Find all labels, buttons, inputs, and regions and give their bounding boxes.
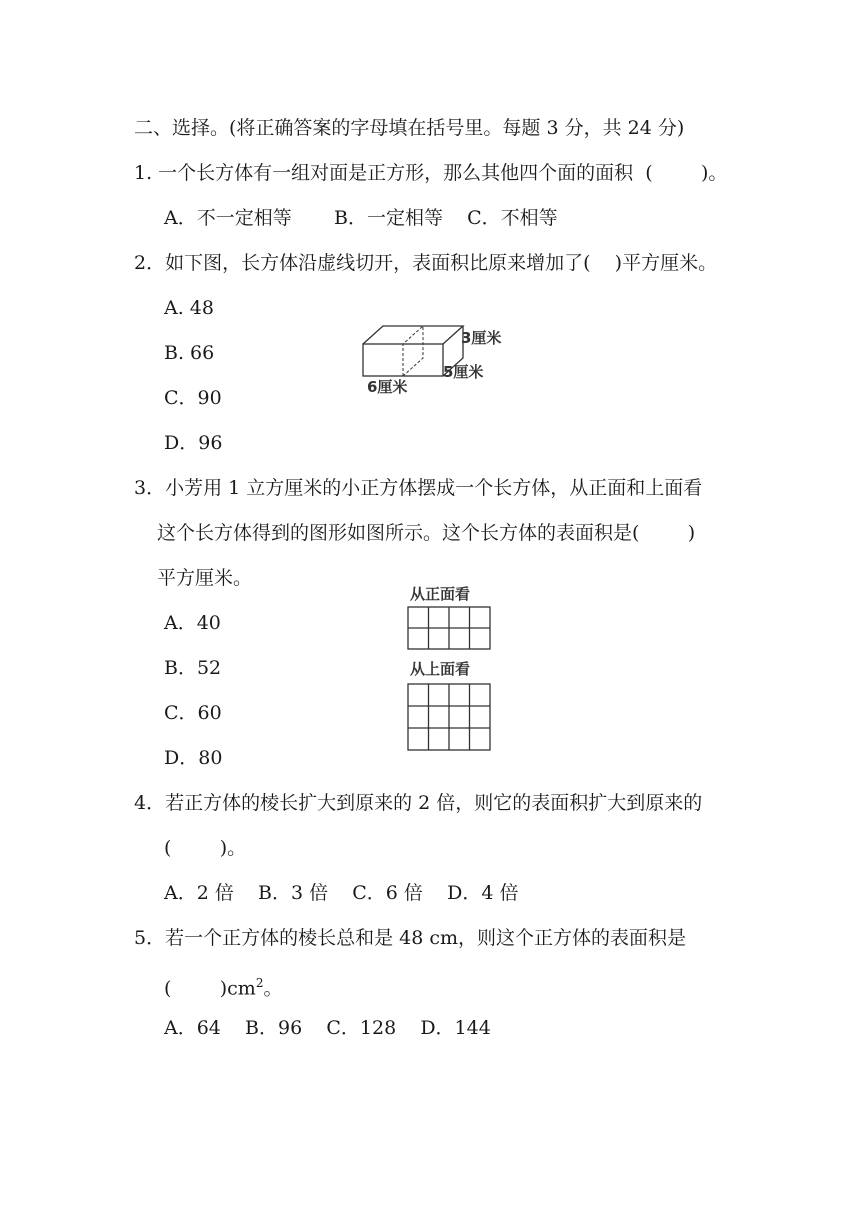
question-3-stem-line-2: 这个长方体得到的图形如图所示。这个长方体的表面积是( ) xyxy=(157,522,696,544)
question-3-stem-line-3: 平方厘米。 xyxy=(157,567,253,589)
question-2-option-b: B. 66 xyxy=(164,342,215,364)
question-2-option-a: A. 48 xyxy=(164,297,214,319)
question-3-option-c: C．60 xyxy=(164,702,222,724)
question-1-options: A．不一定相等 B．一定相等 C．不相等 xyxy=(164,207,558,229)
front-view-grid xyxy=(408,607,490,649)
top-view-grid xyxy=(408,684,490,750)
question-5-superscript: 2 xyxy=(255,976,264,990)
question-2-option-d: D．96 xyxy=(164,432,223,454)
section-heading: 二、选择。(将正确答案的字母填在括号里。每题 3 分，共 24 分) xyxy=(134,117,685,139)
question-4-stem-line-1: 4．若正方体的棱长扩大到原来的 2 倍，则它的表面积扩大到原来的 xyxy=(134,792,703,814)
question-5-tail: 。 xyxy=(263,977,283,1000)
question-5-stem-line-2 xyxy=(164,971,282,1000)
question-1-stem: 1. 一个长方体有一组对面是正方形，那么其他四个面的面积 ( )。 xyxy=(134,162,728,184)
views-figure xyxy=(404,583,504,753)
question-3-stem-line-1: 3．小芳用 1 立方厘米的小正方体摆成一个长方体，从正面和上面看 xyxy=(134,477,703,499)
question-5-stem-line-1: 5．若一个正方体的棱长总和是 48 cm，则这个正方体的表面积是 xyxy=(134,927,687,949)
label-height: 3厘米 xyxy=(461,329,502,347)
top-view-label: 从上面看 xyxy=(410,660,471,678)
question-3-option-b: B．52 xyxy=(164,657,222,679)
question-2-stem: 2．如下图，长方体沿虚线切开，表面积比原来增加了( )平方厘米。 xyxy=(134,252,718,274)
front-view-label: 从正面看 xyxy=(410,585,471,603)
label-length: 6厘米 xyxy=(367,378,408,396)
cuboid-figure xyxy=(355,322,515,402)
question-3-option-a: A．40 xyxy=(164,612,221,634)
question-3-option-d: D．80 xyxy=(164,747,223,769)
question-4-options: A．2 倍 B．3 倍 C．6 倍 D．4 倍 xyxy=(164,882,519,904)
label-width: 5厘米 xyxy=(443,363,484,381)
question-2-option-c: C．90 xyxy=(164,387,222,409)
question-5-options: A．64 B．96 C．128 D．144 xyxy=(164,1017,491,1039)
question-5-blank-unit: ( )cm xyxy=(164,977,256,1000)
question-4-stem-line-2: ( )。 xyxy=(164,837,247,859)
